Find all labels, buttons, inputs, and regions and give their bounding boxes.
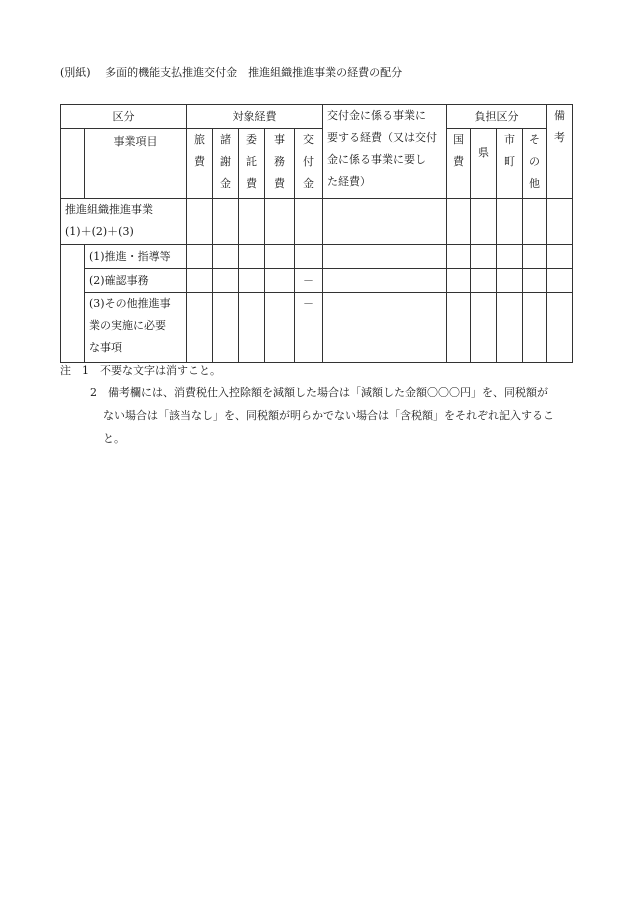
header-taisho-keihi: 対象経費	[187, 105, 323, 129]
header-col-jimuhi: 事 務 費	[265, 129, 295, 199]
note-2: 2 備考欄には、消費税仕入控除額を減額した場合は「減額した金額〇〇〇円」を、同税額が	[90, 386, 548, 399]
dash-mark: －	[295, 269, 323, 293]
header-col-kokuhi: 国 費	[447, 129, 471, 199]
note-2-line2: ない場合は「該当なし」を、同税額が明らかでない場合は「含税額」をそれぞれ記入するこ	[103, 409, 554, 422]
dash-mark: －	[295, 293, 323, 363]
header-kofu-keihi: 交付金に係る事業に 要する経費（又は交付 金に係る事業に要し た経費）	[323, 105, 447, 199]
header-col-shashakin: 諸 謝 金	[213, 129, 239, 199]
header-futan-kubun: 負担区分	[447, 105, 547, 129]
row-main: 推進組織推進事業 (1)＋(2)＋(3)	[61, 199, 187, 245]
page-title: (別紙) 多面的機能支払推進交付金 推進組織推進事業の経費の配分	[60, 66, 403, 79]
header-col-shicho: 市 町	[497, 129, 523, 199]
header-col-ryohi: 旅 費	[187, 129, 213, 199]
header-biko: 備 考	[547, 105, 573, 199]
row-suishin-shido: (1)推進・指導等	[85, 245, 187, 269]
header-col-kofukin: 交 付 金	[295, 129, 323, 199]
header-col-itakuhi: 委 託 費	[239, 129, 265, 199]
row-sonota-jiko: (3)その他推進事 業の実施に必要 な事項	[85, 293, 187, 363]
header-jigyo-komoku: 事業項目	[85, 129, 187, 199]
header-kubun: 区分	[61, 105, 187, 129]
note-1: 注 1 不要な文字は消すこと。	[60, 364, 221, 377]
row-kakunin-jimu: (2)確認事務	[85, 269, 187, 293]
header-col-sonota: そ の 他	[523, 129, 547, 199]
expense-allocation-table	[60, 104, 573, 363]
header-blank	[61, 129, 85, 199]
indent-blank	[61, 245, 85, 363]
header-col-ken: 県	[471, 129, 497, 199]
note-2-line3: と。	[103, 432, 125, 445]
